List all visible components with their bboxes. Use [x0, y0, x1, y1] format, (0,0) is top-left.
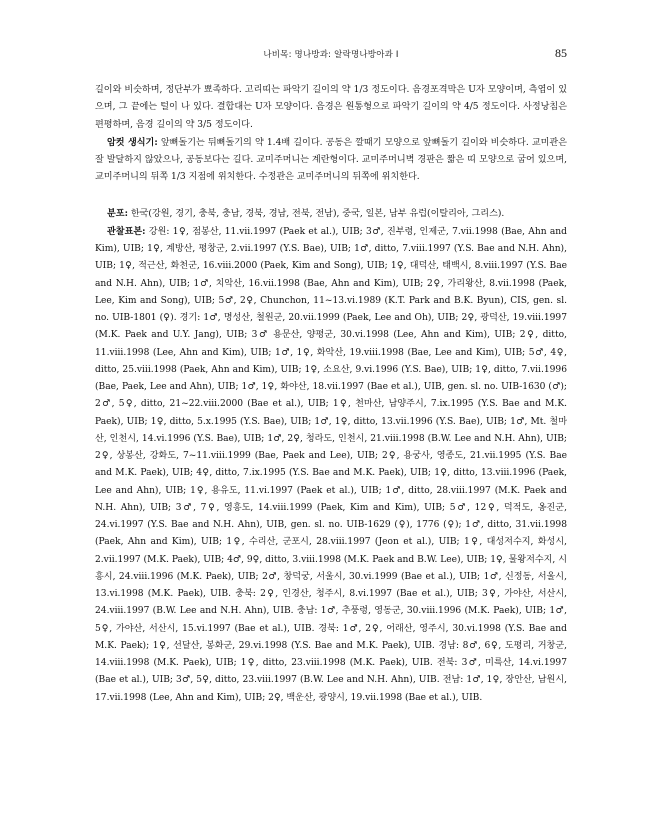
- page-number: 85: [555, 46, 567, 60]
- female-genitalia-paragraph: [95, 134, 567, 187]
- distribution-paragraph: [95, 205, 567, 223]
- female-genitalia-label: 암컷 생식기:: [107, 136, 158, 148]
- running-head: [95, 48, 567, 64]
- running-title: 나비목: 명나방과: 알락명나방아과 I: [263, 50, 399, 60]
- paragraph-gap: [95, 187, 567, 205]
- specimens-label: 관찰표본:: [107, 225, 146, 237]
- distribution-label: 분포:: [107, 207, 128, 219]
- genitalia-description-paragraph: 길이와 비슷하며, 정단부가 뾰족하다. 고리띠는 파악기 길이의 약 1/3 정도이다. 음경포격막은 U자 모양이며, 측엽이 있으며, 그 끝에는 털이 나 있다. 결합대는 U자 모양이다. 음경은 원통형으로 파악기 길이의 약 4/5 정도이다. 사정낭침은 편평하며, 음경 길이의 약 3/5 정도이다.: [95, 85, 567, 130]
- distribution-text: 한국(강원, 경기, 충북, 충남, 경북, 경남, 전북, 전남), 중국, 일본, 남부 유럽(이탈리아, 그리스).: [127, 208, 505, 219]
- specimens-paragraph: [95, 223, 567, 707]
- specimens-text: 강원: 1♀, 점봉산, 11.vii.1997 (Paek et al.), UIB; 3♂, 진부령, 인제군, 7.vii.1998 (Bae, Ahn and Kim), UIB; 1♀, 계방산, 평창군, 2.vii.1997 (Y.S. Bae), UIB; 1♂, ditto, 7.viii.1997 (Y.S. Bae and N.H. Ahn), UIB; 1♀, 적근산, 화천군, 16.viii.2000 (Paek, Kim and Song), UIB; 1♀, 대덕산, 태백시, 8.viii.1997 (Y.S. Bae and N.H. Ahn), UIB; 1♂, 치악산, 16.vii.1998 (Bae, Ahn and Kim), UIB; 2♀, 가리왕산, 8.vii.1998 (Paek, Lee, Kim and Song), UIB; 5♂, 2♀, Chunchon, 11~13.vi.1989 (K.T. Park and B.K. Byun), CIS, gen. sl. no. UIB-1801 (♀). 경기: 1♂, 명성산, 철원군, 20.vii.1999 (Paek, Lee and Oh), UIB; 2♀, 광덕산, 19.viii.1997 (M.K. Paek and U.Y. Jang), UIB; 3♂ 용문산, 양평군, 30.vi.1998 (Lee, Ahn and Kim), UIB; 2♀, ditto, 11.viii.1998 (Lee, Ahn and Kim), UIB; 1♂, 1♀, 화악산, 19.viii.1998 (Bae, Lee and Kim), UIB; 5♂, 4♀, ditto, 25.viii.1998 (Paek, Ahn and Kim), UIB; 1♀, 소요산, 9.vi.1996 (Y.S. Bae), UIB; 1♀, ditto, 7.vii.1996 (Bae, Paek, Lee and Ahn), UIB; 1♂, 1♀, 화야산, 18.vii.1997 (Bae et al.), UIB, gen. sl. no. UIB-1630 (♂); 2♂, 5♀, ditto, 21~22.viii.2000 (Bae et al.), UIB; 1♀, 천마산, 남양주시, 7.ix.1995 (Y.S. Bae and M.K. Paek), UIB; 1♀, ditto, 5.x.1995 (Y.S. Bae), UIB; 1♂, 1♀, ditto, 13.vii.1996 (Y.S. Bae), UIB; 1♂, Mt. 철마산, 인천시, 14.vi.1996 (Y.S. Bae), UIB; 1♂, 2♀, 청라도, 인천시, 21.viii.1998 (B.W. Lee and N.H. Ahn), UIB; 2♀, 상봉산, 강화도, 7~11.viii.1999 (Bae, Paek and Lee), UIB; 2♀, 용궁사, 영종도, 21.vii.1995 (Y.S. Bae and M.K. Paek), UIB; 4♀, ditto, 7.ix.1995 (Y.S. Bae and M.K. Paek), UIB; 1♀, ditto, 13.viii.1996 (Paek, Lee and Ahn), UIB; 1♀, 용유도, 11.vi.1997 (Paek et al.), UIB; 1♂, ditto, 28.viii.1997 (M.K. Paek and N.H. Ahn), UIB; 3♂, 7♀, 영흥도, 14.viii.1999 (Paek, Kim and Kim), UIB; 5♂, 12♀, 덕적도, 옹진군, 24.vi.1997 (Y.S. Bae and N.H. Ahn), UIB, gen. sl. no. UIB-1629 (♀), 1776 (♀); 1♂, ditto, 31.vii.1998 (Paek, Ahn and Kim), UIB; 1♀, 수리산, 군포시, 28.viii.1997 (Jeon et al.), UIB; 1♀, 대성저수지, 화성시, 2.vii.1997 (M.K. Paek), UIB; 4♂, 9♀, ditto, 3.viii.1998 (M.K. Paek and B.W. Lee), UIB; 1♀, 물왕저수지, 시흥시, 24.viii.1996 (M.K. Paek), UIB; 2♂, 창덕궁, 서울시, 30.vi.1999 (Bae et al.), UIB; 1♂, 신정동, 서울시, 13.vi.1998 (M.K. Paek), UIB. 충북: 2♀, 인경산, 청주시, 8.vi.1997 (Bae et al.), UIB; 3♀, 가야산, 서산시, 24.viii.1997 (B.W. Lee and N.H. Ahn), UIB. 충남: 1♂, 추풍령, 영동군, 30.viii.1996 (M.K. Paek), UIB; 1♂, 5♀, 가야산, 서산시, 15.vi.1997 (Bae et al.), UIB. 경북: 1♂, 2♀, 어래산, 영주시, 30.vi.1998 (Y.S. Bae and M.K. Paek); 1♀, 선달산, 봉화군, 29.vi.1998 (Y.S. Bae and M.K. Paek), UIB. 경남: 8♂, 6♀, 도평리, 거창군, 14.viii.1998 (M.K. Paek), UIB; 1♀, ditto, 23.viii.1998 (M.K. Paek), UIB. 전북: 3♂, 미륵산, 14.vi.1997 (Bae et al.), UIB; 3♂, 5♀, ditto, 23.viii.1997 (B.W. Lee and N.H. Ahn), UIB. 전남: 1♂, 1♀, 장안산, 남원시, 17.vii.1998 (Lee, Ahn and Kim), UIB; 2♀, 백운산, 광양시, 19.vii.1998 (Bae et al.), UIB.: [95, 226, 567, 703]
- body-text: [95, 82, 567, 707]
- female-genitalia-text: 앞뼈돌기는 뒤뼈돌기의 약 1.4배 길이다. 공동은 깔때기 모양으로 앞뼈돌기 길이와 비슷하다. 교미관은 잘 발달하지 않았으나, 공동보다는 길다. 교미주머니는 계란형이다. 교미주머니벽 경판은 짧은 띠 모양으로 굽어 있으며, 교미주머니의 뒤쪽 1/3 지점에 위치한다. 수정관은 교미주머니의 뒤쪽에 위치한다.: [95, 137, 567, 183]
